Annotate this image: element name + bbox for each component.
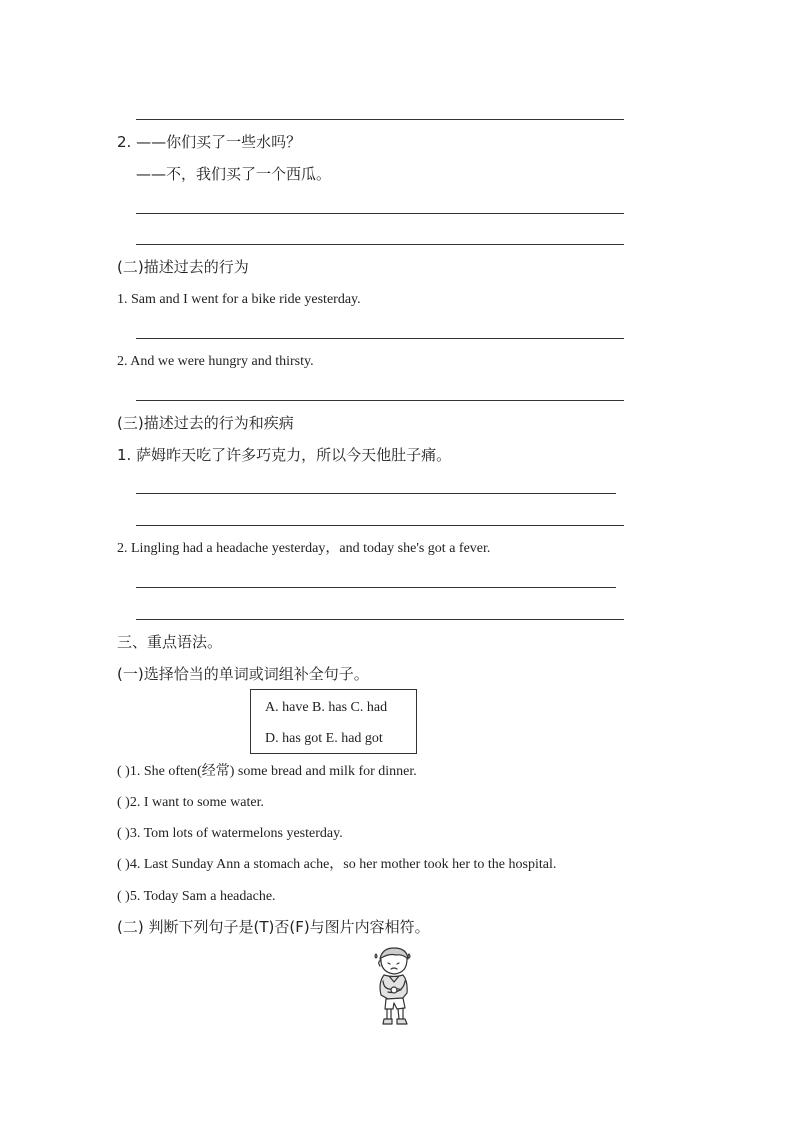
options-box [250,689,417,754]
answer-line [136,338,624,339]
answer-line [136,525,624,526]
answer-line [136,400,624,401]
options-row-1: A. have B. has C. had [265,700,388,715]
question-2-line-1: 2. ——你们买了一些水吗？ [117,133,302,151]
part-three-heading: 三、重点语法。 [117,633,223,651]
answer-line [136,244,624,245]
section-2-item-1: 1. Sam and I went for a bike ride yesterday. [117,292,361,307]
options-row-2: D. has got E. had got [265,731,383,746]
boy-with-stomachache-illustration [370,945,422,1027]
section-2-heading: (二)描述过去的行为 [117,258,249,276]
answer-line [136,493,616,494]
answer-line [136,119,624,120]
question-5: ( )5. Today Sam a headache. [117,889,276,904]
section-3-item-1: 1. 萨姆昨天吃了许多巧克力，所以今天他肚子痛。 [117,446,452,464]
section-3-item-2: 2. Lingling had a headache yesterday，and today she's got a fever. [117,541,491,556]
question-1: ( )1. She often(经常) some bread and milk for dinner. [117,764,417,779]
question-2-line-2: ——不，我们买了一个西瓜。 [136,165,332,183]
question-3: ( )3. Tom lots of watermelons yesterday. [117,826,343,841]
question-2: ( )2. I want to some water. [117,795,264,810]
answer-line [136,587,616,588]
answer-line [136,213,624,214]
question-4: ( )4. Last Sunday Ann a stomach ache，so her mother took her to the hospital. [117,857,557,872]
section-3-heading: (三)描述过去的行为和疾病 [117,414,294,432]
subsection-2-heading: (二) 判断下列句子是(T)否(F)与图片内容相符。 [117,918,430,936]
answer-line [136,619,624,620]
subsection-1-heading: (一)选择恰当的单词或词组补全句子。 [117,665,369,683]
section-2-item-2: 2. And we were hungry and thirsty. [117,354,314,369]
